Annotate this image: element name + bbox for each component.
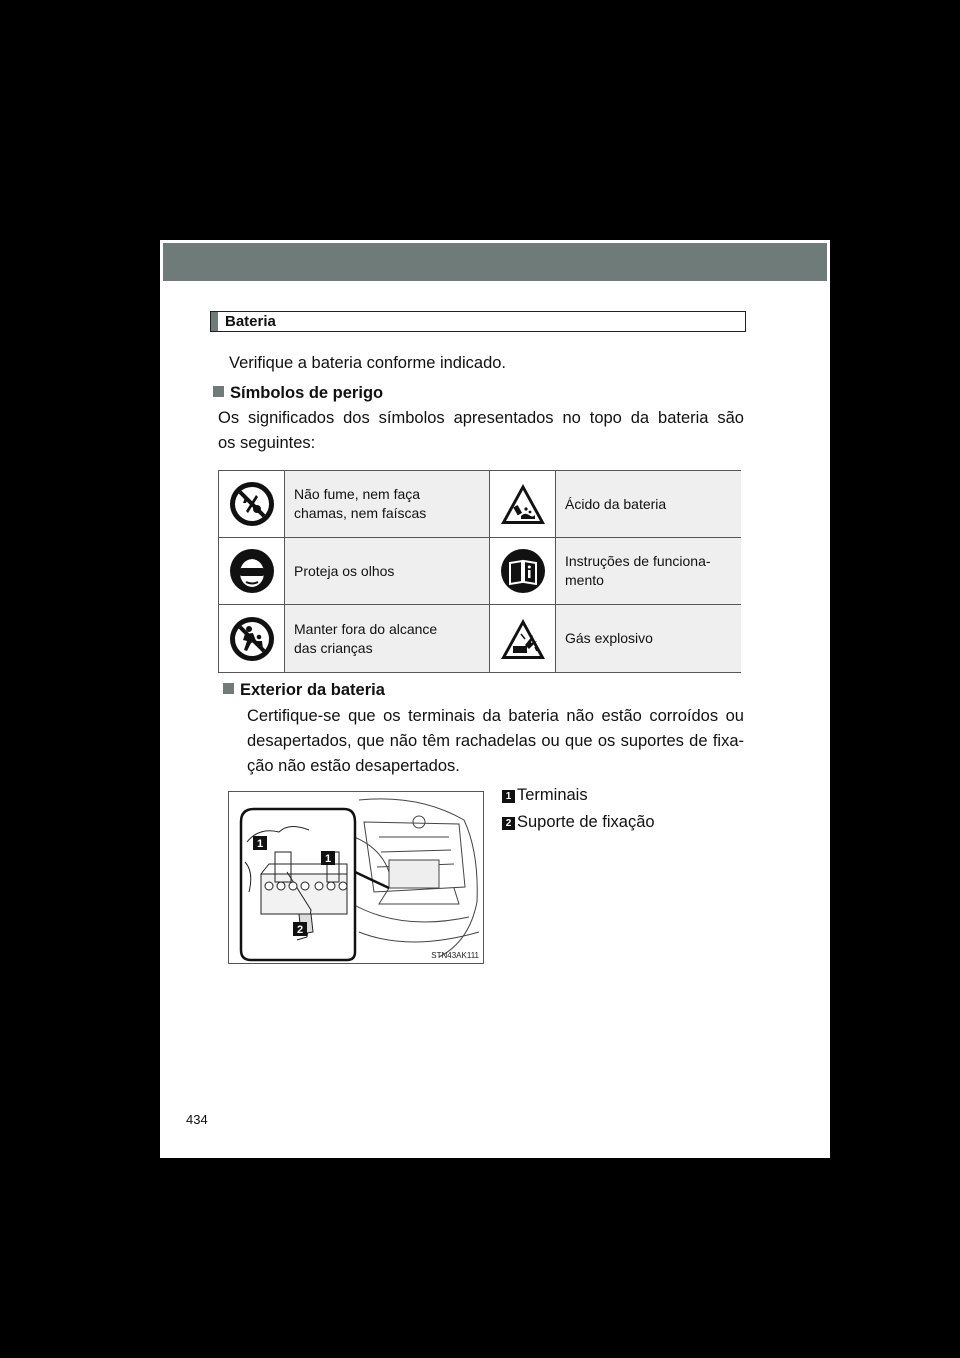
square-bullet-icon	[223, 683, 234, 694]
legend-item	[502, 786, 588, 805]
legend-number-badge: 2	[502, 817, 515, 830]
eye-protection-icon	[219, 538, 285, 604]
exterior-heading	[223, 681, 385, 700]
table-row	[219, 538, 740, 605]
section-tab-marker	[211, 312, 218, 331]
exterior-heading-text: Exterior da bateria	[240, 681, 385, 699]
hazard-label: Ácido da bateria	[556, 471, 741, 537]
hazard-label: Gás explosivo	[556, 605, 741, 672]
hazard-label: Manter fora do alcance das crianças	[285, 605, 490, 672]
battery-acid-icon	[490, 471, 556, 537]
no-smoking-flame-icon	[219, 471, 285, 537]
hazard-heading	[213, 384, 383, 403]
keep-away-children-icon	[219, 605, 285, 672]
header-bar	[163, 243, 827, 281]
battery-illustration	[228, 791, 484, 964]
square-bullet-icon	[213, 386, 224, 397]
figure-code: STN43AK111	[431, 951, 479, 960]
section-title-box	[210, 311, 746, 332]
legend-item	[502, 813, 655, 832]
hazard-label: Não fume, nem faça chamas, nem faíscas	[285, 471, 490, 537]
table-row	[219, 471, 740, 538]
table-row	[219, 605, 740, 672]
hazard-description-line2: os seguintes:	[218, 434, 316, 452]
legend-label: Terminais	[517, 786, 588, 804]
exterior-text-line2: desapertados, que não têm rachadelas ou que os suportes de fixa-	[247, 732, 744, 750]
exterior-text-line1: Certifique-se que os terminais da bateria não estão corroídos ou	[247, 707, 744, 725]
callout-1b-text: 1	[324, 853, 332, 865]
intro-text: Verifique a bateria conforme indicado.	[229, 354, 507, 372]
operating-instructions-icon	[490, 538, 556, 604]
legend-number-badge: 1	[502, 790, 515, 803]
page-number: 434	[186, 1112, 208, 1127]
section-title: Bateria	[225, 313, 276, 330]
exterior-text-line3: ção não estão desapertados.	[247, 757, 460, 775]
hazard-label: Proteja os olhos	[285, 538, 490, 604]
explosive-gas-icon	[490, 605, 556, 672]
hazard-description-line1: Os significados dos símbolos apresentados no topo da bateria são	[218, 409, 744, 427]
hazard-symbol-table	[218, 470, 741, 673]
callout-2-text: 2	[296, 924, 304, 936]
hazard-heading-text: Símbolos de perigo	[230, 384, 384, 402]
hazard-label: Instruções de funciona- mento	[556, 538, 741, 604]
manual-page	[160, 240, 830, 1158]
legend-label: Suporte de fixação	[517, 813, 655, 831]
callout-1-text: 1	[256, 838, 264, 850]
